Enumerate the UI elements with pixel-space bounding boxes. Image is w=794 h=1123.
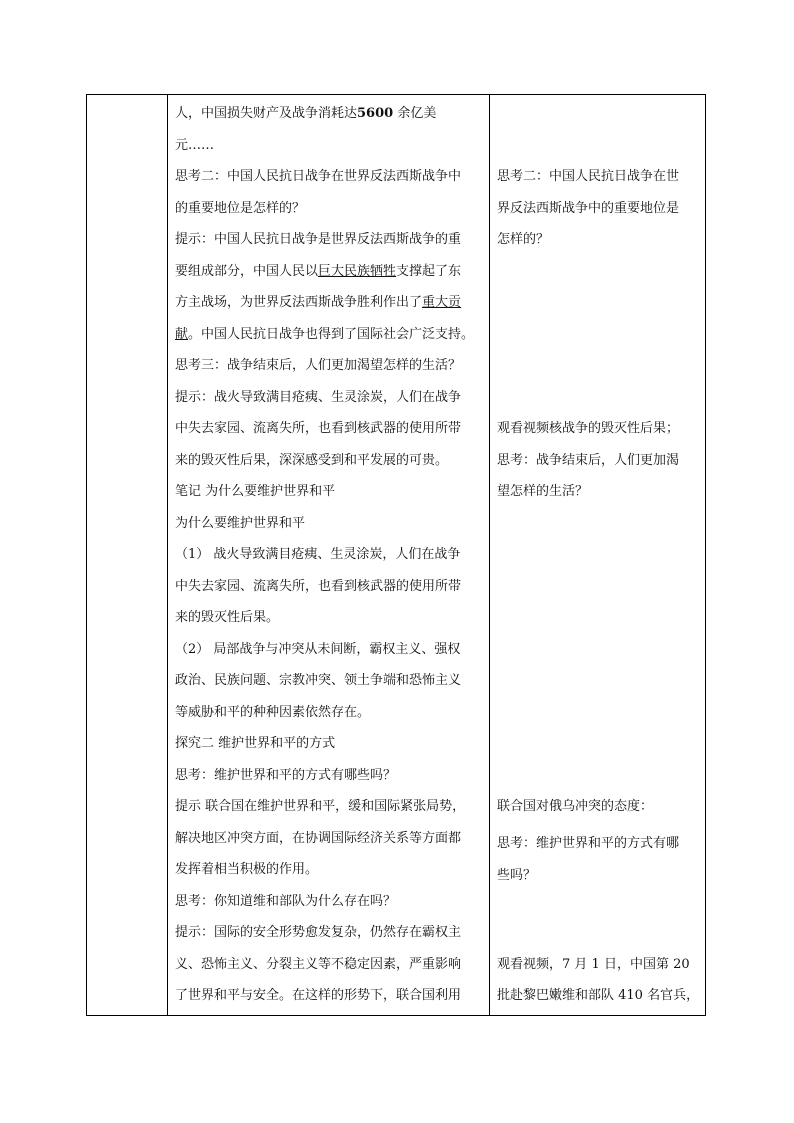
- text-line: 提示 联合国在维护世界和平，缓和国际紧张局势，: [175, 799, 466, 814]
- table-divider-right: [489, 95, 490, 1015]
- text-line: 解决地区冲突方面，在协调国际经济关系等方面都: [175, 831, 462, 846]
- text-line: 来的毁灭性后果。: [175, 610, 280, 625]
- text-line: 批赴黎巴嫩维和部队 410 名官兵，: [497, 988, 700, 1003]
- text-line: 方主战场，为世界反法西斯战争胜利作出了重大贡: [175, 295, 462, 310]
- lesson-table: [86, 94, 706, 1016]
- text-line: 望怎样的生活？: [497, 484, 589, 499]
- text-line: 发挥着相当积极的作用。: [175, 862, 319, 877]
- text-line: 为什么要维护世界和平: [175, 516, 306, 531]
- text-line: 思考二：中国人民抗日战争在世: [497, 169, 680, 184]
- text-line: 人，中国损失财产及战争消耗达5600 余亿美: [175, 106, 437, 121]
- text-line: 联合国对俄乌冲突的态度：: [497, 799, 654, 814]
- text-line: 思考：战争结束后，人们更加渴: [497, 453, 680, 468]
- text-line: 元……: [175, 138, 215, 153]
- text-line: 些吗？: [497, 868, 537, 883]
- text-line: 观看视频，7 月 1 日，中国第 20: [497, 957, 690, 972]
- text-line: 观看视频核战争的毁灭性后果；: [497, 421, 680, 436]
- text-line: 的重要地位是怎样的？: [175, 201, 306, 216]
- table-divider-left: [167, 95, 168, 1015]
- text-line: 义、恐怖主义、分裂主义等不稳定因素，严重影响: [175, 957, 462, 972]
- text-line: 了世界和平与安全。在这样的形势下，联合国利用: [175, 988, 462, 1003]
- text-line: 探究二 维护世界和平的方式: [175, 736, 336, 751]
- text-line: 笔记 为什么要维护世界和平: [175, 484, 336, 499]
- text-line: （2） 局部战争与冲突从未间断，霸权主义、强权: [175, 642, 461, 657]
- text-line: 要组成部分，中国人民以巨大民族牺牲支撑起了东: [175, 264, 462, 279]
- text-line: 提示：中国人民抗日战争是世界反法西斯战争的重: [175, 232, 462, 247]
- text-line: 怎样的？: [497, 232, 550, 247]
- text-line: 政治、民族问题、宗教冲突、领土争端和恐怖主义: [175, 673, 462, 688]
- text-line: 中失去家园、流离失所，也看到核武器的使用所带: [175, 421, 462, 436]
- underlined-phrase: 巨大民族牺牲: [318, 264, 397, 279]
- text-line: 思考：你知道维和部队为什么存在吗？: [175, 894, 397, 909]
- underlined-phrase: 重大贡: [422, 295, 462, 310]
- text-line: （1） 战火导致满目疮痍、生灵涂炭，人们在战争: [175, 547, 461, 562]
- text-line: 来的毁灭性后果，深深感受到和平发展的可贵。: [175, 453, 449, 468]
- text-line: 中失去家园、流离失所，也看到核武器的使用所带: [175, 579, 462, 594]
- text-line: 界反法西斯战争中的重要地位是: [497, 201, 680, 216]
- underlined-phrase: 献: [175, 327, 189, 342]
- teaching-content-column: [175, 95, 485, 1015]
- text-line: 提示：国际的安全形势愈发复杂，仍然存在霸权主: [175, 925, 462, 940]
- text-line: 提示：战火导致满目疮痍、生灵涂炭，人们在战争: [175, 390, 462, 405]
- text-line: 思考：维护世界和平的方式有哪些吗？: [175, 768, 397, 783]
- text-line: 思考三：战争结束后，人们更加渴望怎样的生活？: [175, 358, 462, 373]
- text-line: 思考：维护世界和平的方式有哪: [497, 836, 680, 851]
- text-line: 献。中国人民抗日战争也得到了国际社会广泛支持。: [175, 327, 475, 342]
- text-line: 等威胁和平的种种因素依然存在。: [175, 705, 371, 720]
- student-activity-column: [497, 95, 701, 1015]
- text-line: 思考二：中国人民抗日战争在世界反法西斯战争中: [175, 169, 462, 184]
